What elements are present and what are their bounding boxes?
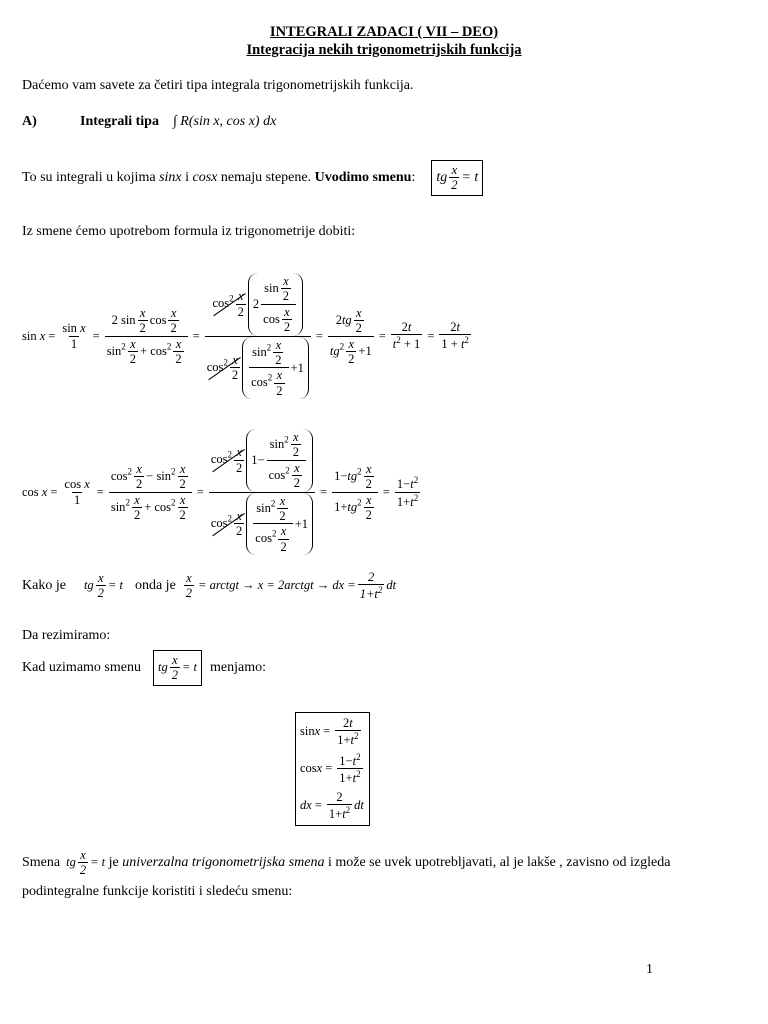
smena-colon: : bbox=[411, 169, 416, 185]
section-a-heading bbox=[22, 114, 276, 130]
page-number: 1 bbox=[646, 962, 653, 977]
section-a-label: A) bbox=[22, 114, 37, 129]
summary-box: sin x = $\frac{2t}{1+t^2}$ cos x = $\frac{1-t^2}{1+t^2}$ dx = $\frac{2}{1+t^2}$ dt bbox=[295, 712, 370, 826]
smena-cosx: cosx bbox=[192, 169, 218, 185]
cos-derivation: cos x = $\frac{\text{cos x}}{1}$ = $\cos^2$ $\frac{x}{2}$ − $\sin^2$ $\frac{x}{2}$ $\sin^2$ $\frac{x}{2}$ + $\cos^2$ $\frac{x}{2}$ = $\cos^2$ $\frac{x}{2}$ 1− $\sin^2$ $\frac{x}{2}$ $\cos^2$ $\frac{x}{2}$ $\cos^2$ $\frac{x}{2}$ $\sin^2$ $\frac{x}{2}$ $\cos^2$ $\frac{x}{2}$ +1 = $1-tg^2$ $\frac{x}{2}$ $1+tg^2$ $\frac{x}{2}$ = $\frac{1-t^2}{1+t^2}$ bbox=[22, 430, 419, 554]
section-a-integral: ∫ R(sin x, cos x) dx bbox=[172, 114, 277, 129]
smena-text-1: To su integrali u kojima bbox=[22, 169, 160, 185]
kako-je-line: Kako je tg $\frac{x}{2}$ = t onda je $\frac{x}{2}$ = arctgt → x = 2arctgt → dx = $\frac{2}{1+t^2}$ dt bbox=[22, 570, 397, 602]
smena-text-3: nemaju stepene. bbox=[217, 169, 315, 185]
final-italic: univerzalna trigonometrijska smena bbox=[122, 854, 325, 870]
smena-text-2: i bbox=[181, 169, 193, 185]
intro-text: Daćemo vam savete za četiri tipa integrala trigonometrijskih funkcija. bbox=[22, 78, 414, 93]
kako-je-text: Kako je bbox=[22, 577, 66, 593]
onda-je-text: onda je bbox=[134, 577, 176, 593]
smena-bold: Uvodimo smenu bbox=[314, 169, 412, 185]
kad-uzimamo-line bbox=[22, 650, 266, 686]
page-subtitle: Integracija nekih trigonometrijskih funkcija bbox=[246, 42, 522, 58]
smena-box: tg $\frac{x}{2}$ = t bbox=[431, 160, 483, 196]
menjamo-text: menjamo: bbox=[210, 659, 267, 675]
smena-box-2: tg $\frac{x}{2}$ = t bbox=[153, 650, 202, 686]
final-rest: i može se uvek upotrebljavati, al je lakše , zavisno od izgleda bbox=[324, 854, 671, 870]
final-line-2: podintegralne funkcije koristiti i sledeću smenu: bbox=[22, 884, 293, 899]
sin-derivation: sin x = $\frac{\text{sin x}}{1}$ = 2 sin $\frac{x}{2}$ cos $\frac{x}{2}$ $\sin^2$ $\frac{x}{2}$ + $\cos^2$ $\frac{x}{2}$ = $\cos^2$ $\frac{x}{2}$ 2 sin $\frac{x}{2}$ cos $\frac{x}{2}$ $\cos^2$ $\frac{x}{2}$ $\sin^2$ $\frac{x}{2}$ $\cos^2$ $\frac{x}{2}$ +1 = 2tg $\frac{x}{2}$ $tg^2$ $\frac{x}{2}$ +1 = $\frac{2t}{t^2 + 1}$ = $\frac{2t}{1 + t^2}$ bbox=[22, 274, 469, 398]
formulas-intro: Iz smene ćemo upotrebom formula iz trigonometrije dobiti: bbox=[22, 224, 356, 239]
kako-je-chain: = arctgt → x = 2arctgt → dx = bbox=[198, 578, 356, 593]
final-line-1: Smena tg $\frac{x}{2}$ = t je univerzalna trigonometrijska smena i može se uvek upotrebljavati, al je lakše , zavisno od izgleda bbox=[22, 848, 671, 878]
section-a-title: Integrali tipa bbox=[80, 114, 159, 129]
final-je: je bbox=[105, 854, 123, 870]
smena-line bbox=[22, 160, 483, 196]
final-smena: Smena bbox=[22, 854, 61, 870]
da-rezimiramo: Da rezimiramo: bbox=[22, 628, 111, 643]
page-title: INTEGRALI ZADACI ( VII – DEO) bbox=[269, 24, 499, 40]
smena-sinx: sinx bbox=[159, 169, 182, 185]
kad-uzimamo-text: Kad uzimamo smenu bbox=[22, 659, 141, 675]
